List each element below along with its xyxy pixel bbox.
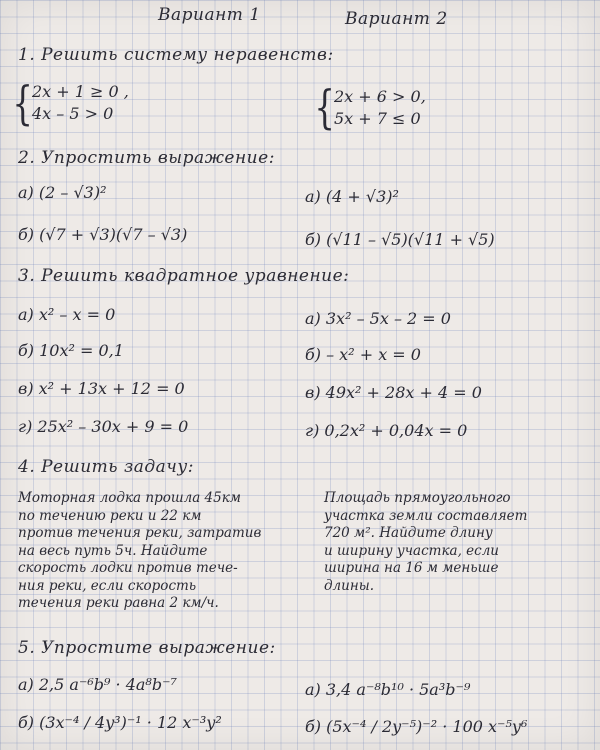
- task-1-v1-line-2: 4x – 5 > 0: [32, 104, 114, 123]
- task-5-v1-b: б) (3x⁻⁴ / 4y³)⁻¹ · 12 x⁻³y²: [18, 713, 222, 732]
- task-1-v2-line-2: 5x + 7 ≤ 0: [334, 109, 421, 128]
- task-2-v1-b: б) (√7 + √3)(√7 – √3): [18, 225, 188, 244]
- task-3-v1-d: г) 25x² – 30x + 9 = 0: [18, 417, 189, 436]
- task-1-v2-line-1: 2x + 6 > 0,: [334, 87, 426, 106]
- task-2-v1-a: а) (2 – √3)²: [18, 183, 107, 202]
- system-brace-v2: {: [314, 80, 335, 134]
- system-brace-v1: {: [12, 76, 33, 130]
- task-3-v2-b: б) – x² + x = 0: [305, 345, 421, 364]
- variant-2-title: Вариант 2: [345, 9, 448, 29]
- task-4-heading: 4. Решить задачу:: [18, 457, 194, 477]
- task-1-v1-line-1: 2x + 1 ≥ 0 ,: [32, 82, 129, 101]
- task-5-heading: 5. Упростите выражение:: [18, 638, 276, 658]
- task-3-v2-d: г) 0,2x² + 0,04x = 0: [305, 421, 468, 440]
- task-3-v1-a: а) x² – x = 0: [18, 305, 116, 324]
- task-1-heading: 1. Решить систему неравенств:: [18, 45, 334, 65]
- task-3-v2-a: а) 3x² – 5x – 2 = 0: [305, 309, 451, 328]
- task-3-v1-c: в) x² + 13x + 12 = 0: [18, 379, 185, 398]
- variant-1-title: Вариант 1: [158, 5, 261, 25]
- task-2-heading: 2. Упростить выражение:: [18, 148, 275, 168]
- task-3-v1-b: б) 10x² = 0,1: [18, 341, 124, 360]
- task-4-v2-problem: Площадь прямоугольного участка земли составляет 720 м². Найдите длину и ширину участка, если ширина на 16 м меньше длины.: [324, 490, 528, 594]
- task-3-v2-c: в) 49x² + 28x + 4 = 0: [305, 383, 482, 402]
- task-5-v1-a: а) 2,5 a⁻⁶b⁹ · 4a⁸b⁻⁷: [18, 675, 177, 694]
- task-3-heading: 3. Решить квадратное уравнение:: [18, 266, 350, 286]
- task-4-v1-problem: Моторная лодка прошла 45км по течению реки и 22 км против течения реки, затратив на весь путь 5ч. Найдите скорость лодки против тече- ния реки, если скорость течения реки равна 2 км/ч.: [18, 490, 262, 611]
- task-2-v2-a: а) (4 + √3)²: [305, 187, 399, 206]
- task-2-v2-b: б) (√11 – √5)(√11 + √5): [305, 230, 495, 249]
- task-5-v2-b: б) (5x⁻⁴ / 2y⁻⁵)⁻² · 100 x⁻⁵y⁶: [305, 717, 528, 736]
- task-5-v2-a: а) 3,4 a⁻⁸b¹⁰ · 5a³b⁻⁹: [305, 680, 471, 699]
